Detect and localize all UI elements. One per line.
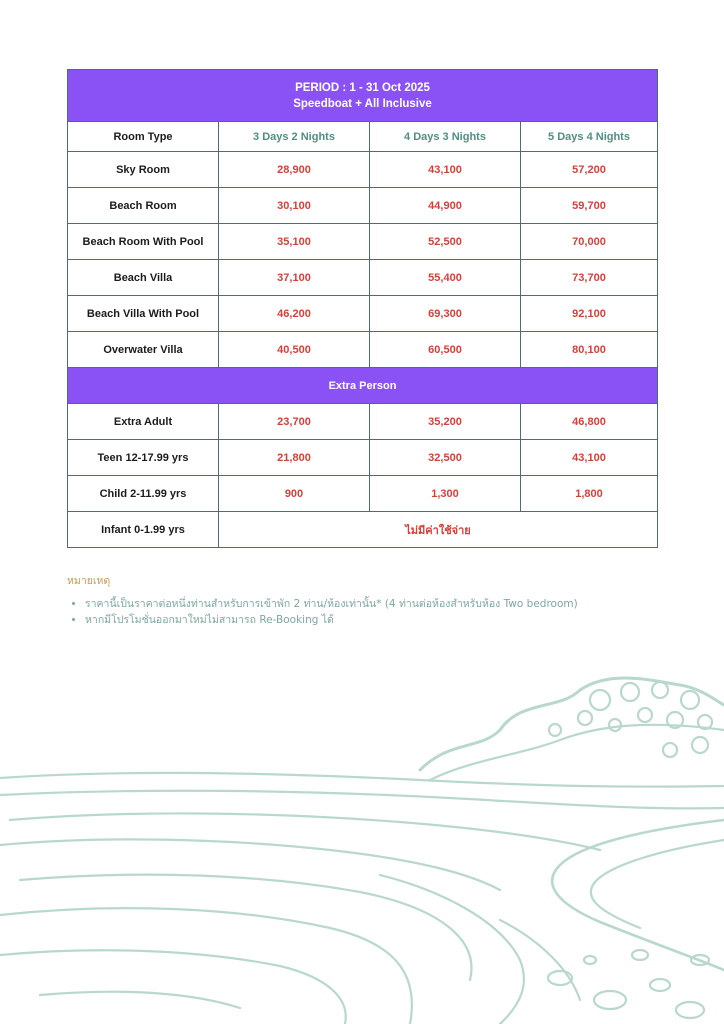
extra-name: Extra Adult bbox=[68, 404, 219, 440]
price-cell: 46,800 bbox=[521, 404, 658, 440]
period-header bbox=[68, 70, 658, 122]
table-row bbox=[68, 512, 658, 548]
price-cell: 37,100 bbox=[219, 260, 370, 296]
notes-section bbox=[67, 572, 667, 629]
period-header-row bbox=[68, 70, 658, 122]
period-title: PERIOD : 1 - 31 Oct 2025 bbox=[295, 81, 430, 94]
table-row bbox=[68, 476, 658, 512]
price-table bbox=[67, 69, 658, 548]
table-row bbox=[68, 152, 658, 188]
price-cell: 1,800 bbox=[521, 476, 658, 512]
price-cell: 43,100 bbox=[370, 152, 521, 188]
price-cell: 30,100 bbox=[219, 188, 370, 224]
column-header-row bbox=[68, 122, 658, 152]
room-name: Overwater Villa bbox=[68, 332, 219, 368]
table-row bbox=[68, 404, 658, 440]
price-cell: 28,900 bbox=[219, 152, 370, 188]
table-row bbox=[68, 296, 658, 332]
price-cell: 44,900 bbox=[370, 188, 521, 224]
price-cell: 80,100 bbox=[521, 332, 658, 368]
room-name: Beach Room bbox=[68, 188, 219, 224]
price-cell: 46,200 bbox=[219, 296, 370, 332]
price-cell: 43,100 bbox=[521, 440, 658, 476]
price-cell: 40,500 bbox=[219, 332, 370, 368]
price-cell: 73,700 bbox=[521, 260, 658, 296]
table-row bbox=[68, 332, 658, 368]
list-item: • หากมีโปรโมชั่นออกมาใหม่ไม่สามารถ Re-Booking ได้ bbox=[85, 613, 667, 627]
room-name: Beach Room With Pool bbox=[68, 224, 219, 260]
price-cell: 23,700 bbox=[219, 404, 370, 440]
extra-person-header: Extra Person bbox=[68, 368, 658, 404]
price-cell: 55,400 bbox=[370, 260, 521, 296]
notes-list bbox=[67, 597, 667, 627]
extra-name: Teen 12-17.99 yrs bbox=[68, 440, 219, 476]
price-cell: 92,100 bbox=[521, 296, 658, 332]
price-cell: 70,000 bbox=[521, 224, 658, 260]
table-row bbox=[68, 188, 658, 224]
beach-illustration bbox=[0, 660, 724, 1024]
price-cell: 52,500 bbox=[370, 224, 521, 260]
price-cell: 32,500 bbox=[370, 440, 521, 476]
infant-name: Infant 0-1.99 yrs bbox=[68, 512, 219, 548]
infant-no-charge: ไม่มีค่าใช้จ่าย bbox=[219, 512, 658, 548]
price-cell: 60,500 bbox=[370, 332, 521, 368]
notes-title: หมายเหตุ bbox=[67, 575, 111, 587]
price-cell: 59,700 bbox=[521, 188, 658, 224]
column-header-5d4n: 5 Days 4 Nights bbox=[521, 122, 658, 152]
table-row bbox=[68, 440, 658, 476]
price-cell: 900 bbox=[219, 476, 370, 512]
room-name: Sky Room bbox=[68, 152, 219, 188]
extra-name: Child 2-11.99 yrs bbox=[68, 476, 219, 512]
room-name: Beach Villa With Pool bbox=[68, 296, 219, 332]
price-cell: 35,100 bbox=[219, 224, 370, 260]
price-cell: 35,200 bbox=[370, 404, 521, 440]
room-type-header: Room Type bbox=[68, 122, 219, 152]
room-name: Beach Villa bbox=[68, 260, 219, 296]
table-row bbox=[68, 224, 658, 260]
column-header-3d2n: 3 Days 2 Nights bbox=[219, 122, 370, 152]
price-cell: 1,300 bbox=[370, 476, 521, 512]
extra-person-header-row bbox=[68, 368, 658, 404]
price-cell: 21,800 bbox=[219, 440, 370, 476]
column-header-4d3n: 4 Days 3 Nights bbox=[370, 122, 521, 152]
package-title: Speedboat + All Inclusive bbox=[293, 97, 432, 110]
price-cell: 57,200 bbox=[521, 152, 658, 188]
price-cell: 69,300 bbox=[370, 296, 521, 332]
list-item: • ราคานี้เป็นราคาต่อหนึ่งท่านสำหรับการเข้าพัก 2 ท่าน/ห้องเท่านั้น* (4 ท่านต่อห้องสำหรับห้อง Two bedroom) bbox=[85, 597, 667, 611]
table-row bbox=[68, 260, 658, 296]
